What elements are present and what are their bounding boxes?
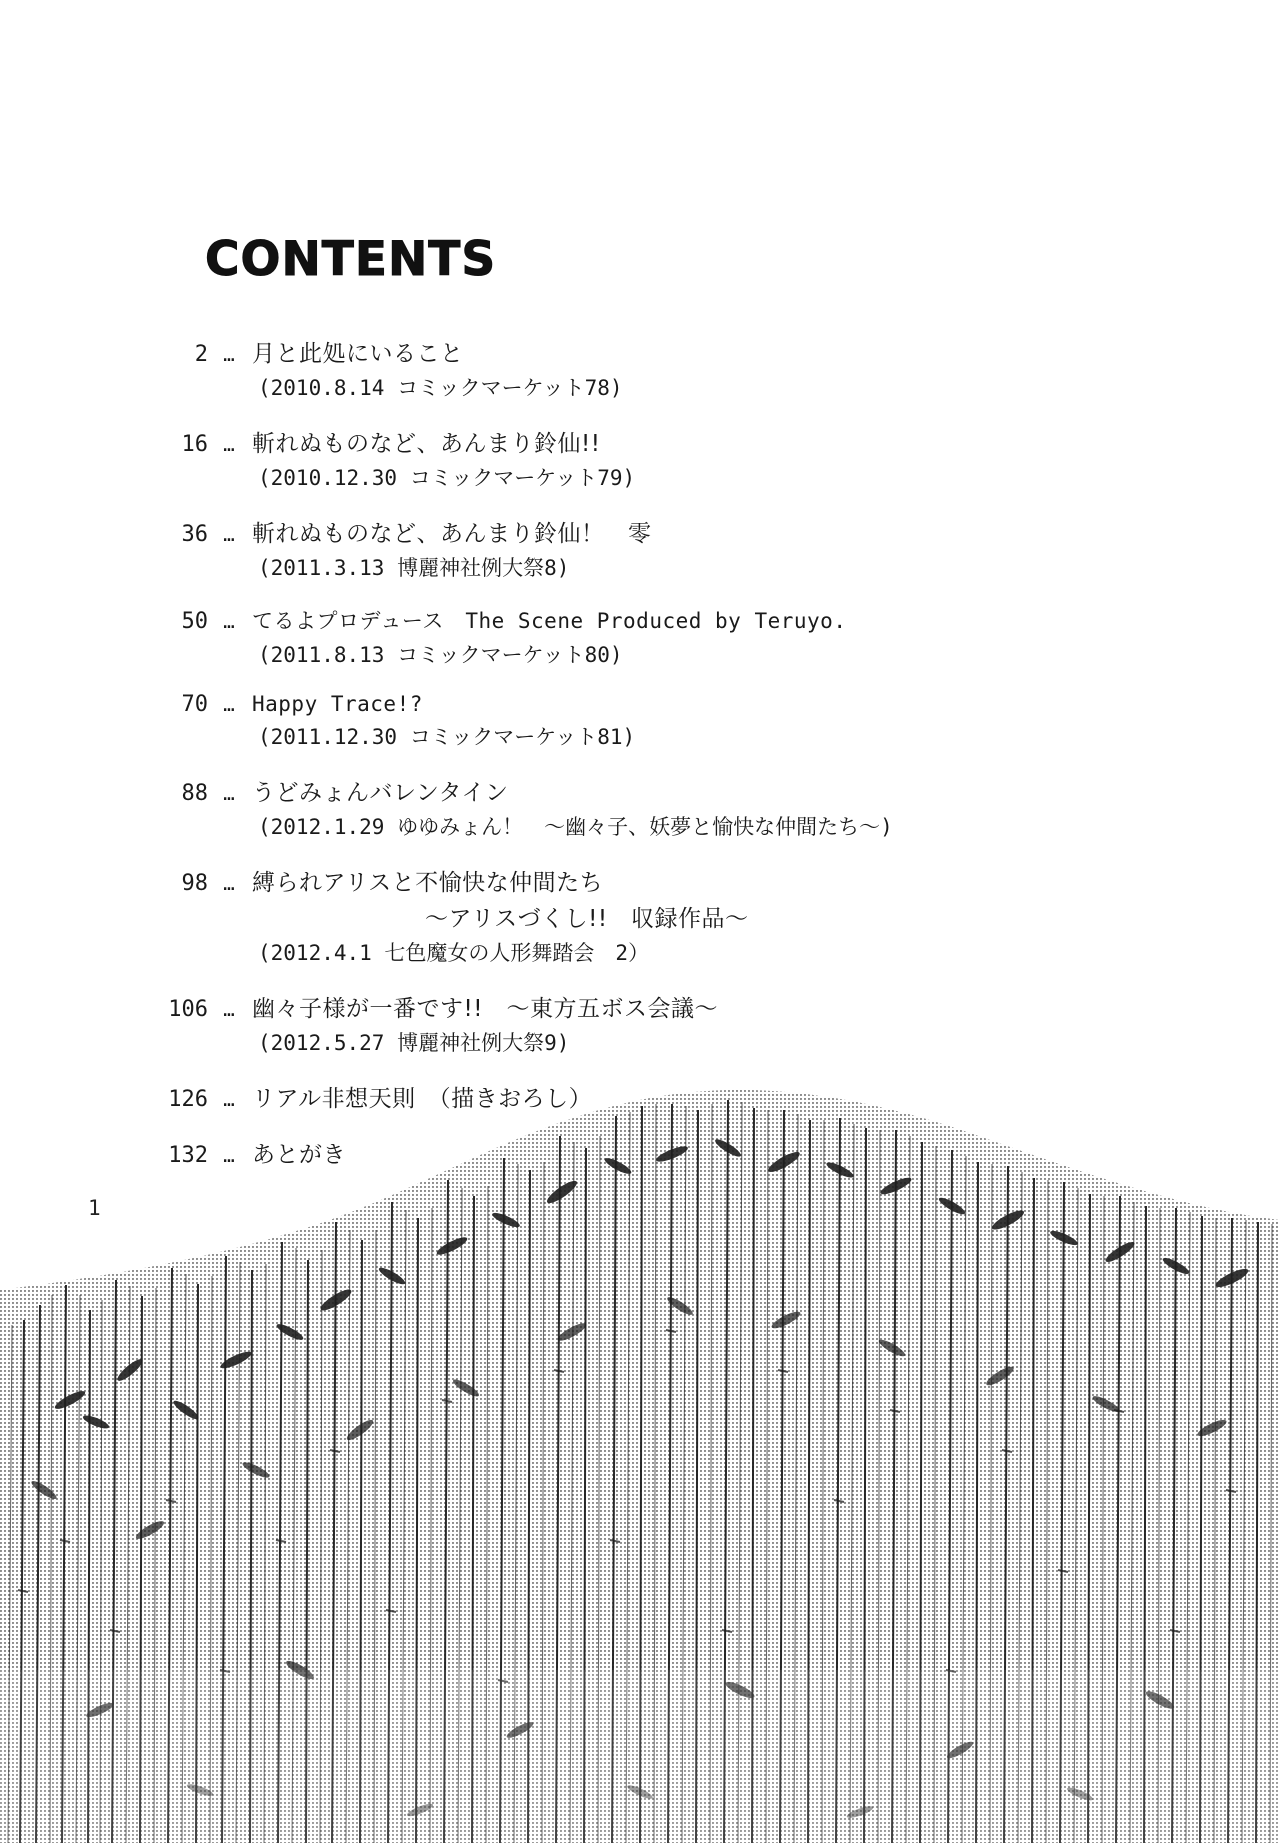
toc-dots: … [223, 873, 237, 895]
toc-title: 斬れぬものなど、あんまり鈴仙！ 零 [252, 521, 652, 547]
toc-entry[interactable] [150, 425, 1150, 492]
folio-page-number: 1 [88, 1196, 101, 1220]
toc-subtitle: (2010.8.14 コミックマーケット78) [258, 376, 623, 400]
toc-dots: … [223, 434, 237, 456]
toc-title: Happy Trace!? [252, 692, 423, 716]
toc-entry[interactable] [150, 605, 1150, 669]
toc-dots: … [223, 524, 237, 546]
toc-dots: … [223, 999, 237, 1021]
toc-title: 縛られアリスと不愉快な仲間たち [252, 870, 604, 896]
toc-entry[interactable] [150, 864, 1150, 967]
toc-page-number: 50 [181, 609, 208, 634]
toc-subtitle: (2012.4.1 七色魔女の人形舞踏会 2） [258, 941, 650, 965]
toc-page-number: 16 [181, 432, 208, 457]
toc-title: 月と此処にいること [252, 341, 464, 367]
toc-subtitle: (2011.3.13 博麗神社例大祭8) [258, 556, 570, 580]
toc-entry[interactable] [150, 515, 1150, 582]
page-title: CONTENTS [205, 232, 497, 287]
toc-title: てるよプロデュース The Scene Produced by Teruyo. [252, 609, 847, 633]
toc-page-number: 126 [168, 1087, 208, 1112]
toc-page-number: 132 [168, 1143, 208, 1168]
toc-dots: … [223, 1089, 237, 1111]
toc-page-number: 2 [194, 342, 208, 367]
toc-title: リアル非想天則 （描きおろし） [252, 1086, 593, 1112]
toc-dots: … [223, 344, 237, 366]
toc-dots: … [223, 783, 237, 805]
toc-page-number: 36 [181, 522, 208, 547]
toc-entry[interactable] [150, 774, 1150, 841]
toc-page-number: 106 [168, 997, 208, 1022]
toc-entry[interactable] [150, 990, 1150, 1057]
toc-entry[interactable] [150, 692, 1150, 751]
toc-subtitle: (2010.12.30 コミックマーケット79) [258, 466, 636, 490]
toc-subtitle: (2012.5.27 博麗神社例大祭9) [258, 1031, 570, 1055]
toc-dots: … [223, 1145, 237, 1167]
toc-subtitle: (2012.1.29 ゆゆみょん！ 〜幽々子、妖夢と愉快な仲間たち〜) [258, 815, 893, 839]
toc-title: 斬れぬものなど、あんまり鈴仙!! [252, 431, 601, 457]
bamboo-forest-illustration [0, 1070, 1280, 1843]
toc-dots: … [223, 694, 237, 716]
toc-subtitle: (2011.12.30 コミックマーケット81) [258, 725, 636, 749]
toc-title-continuation: 〜アリスづくし!! 収録作品〜 [425, 906, 749, 932]
toc-page-number: 88 [181, 781, 208, 806]
toc-page-number: 98 [181, 871, 208, 896]
toc-title: 幽々子様が一番です!! 〜東方五ボス会議〜 [252, 996, 718, 1022]
toc-subtitle: (2011.8.13 コミックマーケット80) [258, 643, 623, 667]
toc-title: あとがき [252, 1142, 346, 1168]
toc-title: うどみょんバレンタイン [252, 780, 509, 806]
table-of-contents [150, 335, 1150, 1192]
toc-dots: … [223, 611, 237, 633]
toc-page-number: 70 [181, 692, 208, 717]
toc-entry[interactable] [150, 335, 1150, 402]
